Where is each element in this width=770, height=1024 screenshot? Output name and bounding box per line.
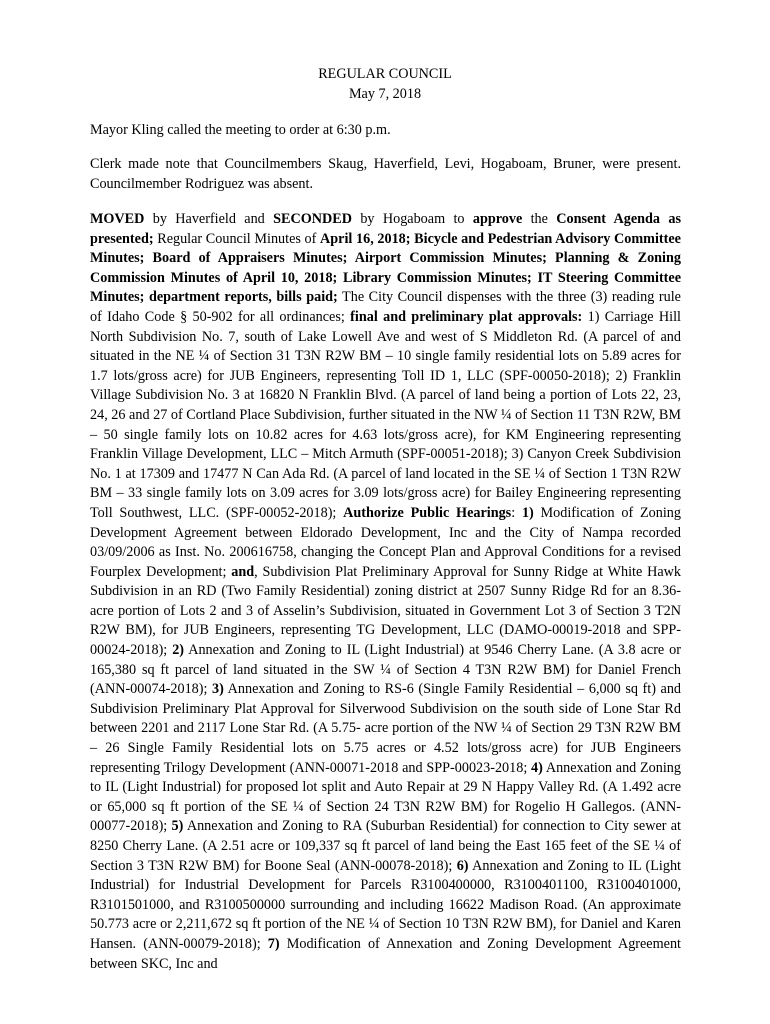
hearing-item-text: Modification of Annexation and Zoning Development Agreement between SKC, Inc and: [90, 935, 681, 972]
motion-text: by Hogaboam to: [351, 211, 473, 227]
hearing-number: 1): [521, 504, 534, 521]
hearing-number: 2): [172, 642, 185, 659]
motion-seconded-label: SECONDED: [273, 211, 352, 227]
motion-text: The City Council dispenses with the three (3) reading rule of Idaho Code § 50-902 for all ordinances;: [90, 289, 681, 325]
hearing-item-text: Annexation and Zoning to IL (Light Industrial) for proposed lot split and Auto Repair at 29 N Happy Valley Rd. (A 1.492 acre or 65,000 sq ft portion of the SE ¼ of Section 24 T3N R2W BM) for Rogelio H Gallegos. (ANN-00077-2018);: [90, 759, 681, 835]
hearing-item-text: Annexation and Zoning to RS-6 (Single Family Residential – 6,000 sq ft) and Subdivision Preliminary Plat Approval for Silverwood Subdivision on the south side of Lone Star Rd between 2201 and 2117 Lone Star Rd. (A 5.75- acre portion of the NW ¼ of Section 29 T3N R2W BM – 26 Single Family Residential lots on 5.75 acres or 4.52 lots/gross acre) for JUB Engineers representing Trilogy Development (ANN-00071-2018 and SPP-00023-2018;: [90, 681, 682, 776]
motion-text: Regular Council Minutes of: [153, 230, 321, 247]
plat-approvals-text: 1) Carriage Hill North Subdivision No. 7, south of Lake Lowell Ave and west of S Middleton Rd. (A parcel of and situated in the NE ¼ of Section 31 T3N R2W BM – 10 single family residential lots on 5.89 acres for 1.7 lots/gross acre) for JUB Engineers, representing Toll ID 1, LLC (SPF-00050-2018); 2) Franklin Village Subdivision No. 3 at 16820 N Franklin Blvd. (A parcel of land being a portion of Lots 22, 23, 24, 26 and 27 of Cortland Place Subdivision, further situated in the NW ¼ of Section 11 T3N R2W, BM – 50 single family lots on 10.82 acres for 4.63 lots/gross acre), for KM Engineering representing Franklin Village Development, LLC – Mitch Armuth (SPF-00051-2018); 3) Canyon Creek Subdivision No. 1 at 17309 and 17477 N Can Ada Rd. (A parcel of land located in the SE ¼ of Section 1 T3N R2W BM – 33 single family lots on 3.09 acres for 3.09 lots/gross acre) for Bailey Engineering representing Toll Southwest, LLC. (SPF-00052-2018);: [90, 308, 682, 521]
hearing-number: 5): [171, 818, 184, 835]
hearing-item-text: Modification of Zoning Development Agreement between Eldorado Development, Inc and the City of Nampa recorded 03/09/2006 as Inst. No. 200616758, changing the Concept Plan and Approval Conditions for a revised Fourplex Development;: [90, 504, 681, 580]
public-hearings-label: Authorize Public Hearings: [343, 504, 512, 521]
motion-text: by Haverfield and: [144, 211, 274, 227]
consent-agenda-motion-paragraph: [90, 210, 681, 974]
motion-moved-label: MOVED: [90, 211, 145, 227]
motion-text: :: [511, 504, 522, 521]
hearing-item-text: Annexation and Zoning to RA (Suburban Residential) for connection to City sewer at 8250 Cherry Lane. (A 2.51 acre or 109,337 sq ft parcel of land being the East 165 feet of the SE ¼ of Section 3 T3N R2W BM) for Boone Seal (ANN-00078-2018);: [90, 818, 681, 874]
call-to-order-paragraph: Mayor Kling called the meeting to order at 6:30 p.m.: [90, 122, 391, 138]
meeting-title: REGULAR COUNCIL: [318, 66, 452, 82]
hearing-number: 7): [267, 935, 280, 952]
hearing-item-text: Annexation and Zoning to IL (Light Industrial) at 9546 Cherry Lane. (A 3.8 acre or 165,380 sq ft parcel of land situated in the SW ¼ of Section 4 T3N R2W BM) for Daniel French (ANN-00074-2018);: [90, 642, 681, 698]
hearing-number: 4): [531, 759, 543, 776]
hearing-number: 3): [212, 681, 224, 698]
hearing-item-text: , Subdivision Plat Preliminary Approval for Sunny Ridge at White Hawk Subdivision in an RD (Two Family Residential) zoning district at 2507 Sunny Ridge Rd for an 8.36-acre portion of Lots 2 and 3 of Asselin’s Subdivision, situated in Government Lot 3 of Section 3 T2N R2W BM), for JUB Engineers, representing TG Development, LLC (DAMO-00019-2018 and SPP-00024-2018);: [90, 563, 681, 659]
motion-approve-label: approve: [472, 211, 523, 227]
minutes-list: April 16, 2018; Bicycle and Pedestrian Advisory Committee Minutes; Board of Appraisers Minutes; Airport Commission Minutes; Planning & Zoning Commission Minutes of April 10, 2018; Library Commission Minutes; IT Steering Committee Minutes; department reports, bills paid;: [90, 230, 681, 306]
consent-agenda-label: Consent Agenda as presented;: [90, 211, 681, 247]
roll-call-paragraph: Clerk made note that Councilmembers Skaug, Haverfield, Levi, Hogaboam, Bruner, were present. Councilmember Rodriguez was absent.: [90, 156, 681, 192]
plat-approvals-label: final and preliminary plat approvals:: [350, 308, 583, 325]
hearing-number: 6): [456, 857, 469, 874]
document-header: [0, 65, 770, 104]
and-label: and: [231, 563, 255, 580]
motion-text: the: [522, 211, 557, 227]
hearing-item-text: Annexation and Zoning to IL (Light Industrial) for Industrial Development for Parcels R3100400000, R3100401100, R3100401000, R3101501000, and R3100500000 surrounding and including 16622 Madison Road. (An approximate 50.773 acre or 2,211,672 sq ft portion of the NE ¼ of Section 10 T3N R2W BM), for Daniel and Karen Hansen. (ANN-00079-2018);: [90, 857, 681, 952]
meeting-date: May 7, 2018: [348, 85, 422, 102]
